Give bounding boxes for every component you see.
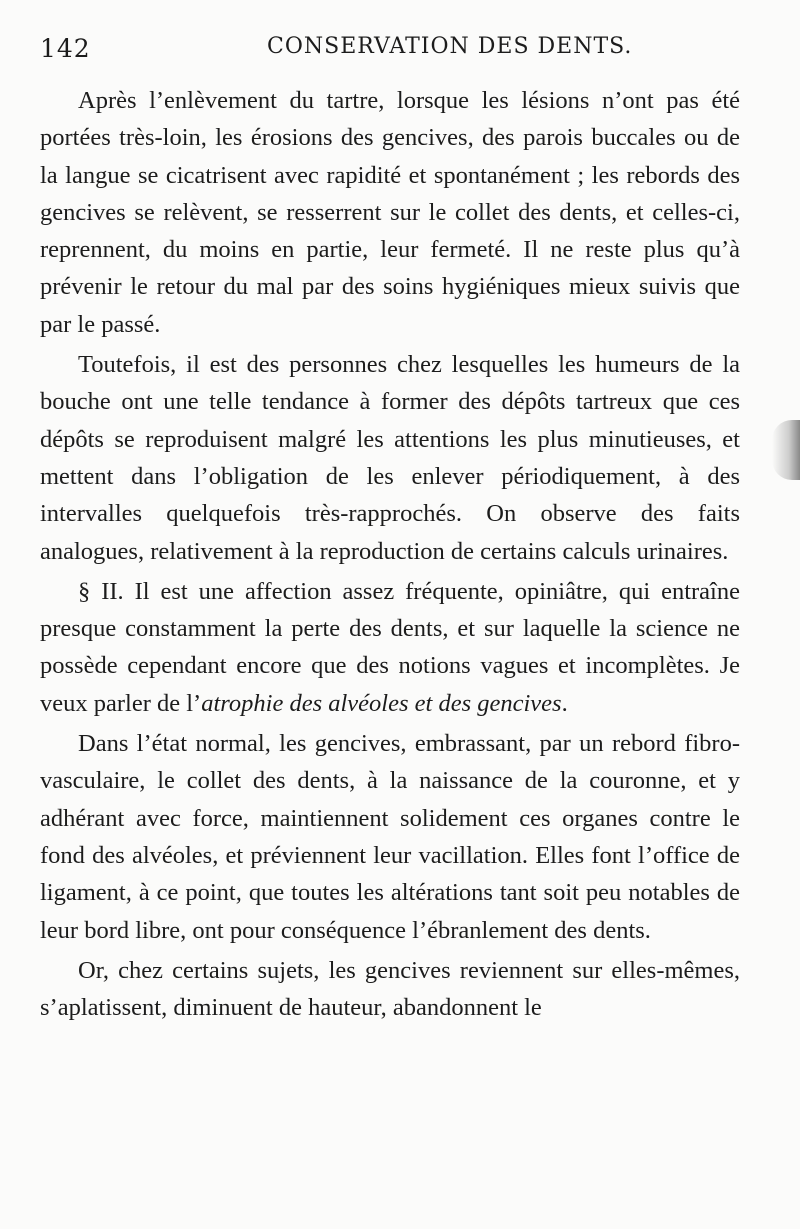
paragraph-normal-state: Dans l’état normal, les gencives, embrassant, par un rebord fibro-vasculaire, le collet des dents, à la naissance de la couronne, et y adhérant avec force, maintiennent solidement ces organes contre le fond des alvéoles, et préviennent leur vacillation. Elles font l’office de ligament, à ce point, que toutes les altérations tant soit peu notables de leur bord libre, ont pour conséquence l’ébranlement des dents. — [40, 730, 740, 944]
running-title: CONSERVATION DES DENTS. — [267, 34, 633, 59]
body-text — [40, 82, 740, 1029]
section-label: § II. — [78, 577, 124, 605]
section-text: Il est une affection assez fréquente, opiniâtre, qui entraîne presque constamment la perte des dents, et sur laquelle la science ne possède cependant encore que des notions vagues et incomplètes. Je veux parler de l’ — [40, 577, 740, 717]
section-emphasis: atrophie des alvéoles et des gencives — [201, 689, 562, 717]
paragraph-tartar-removal: Après l’enlèvement du tartre, lorsque les lésions n’ont pas été portées très-loin, les érosions des gencives, des parois buccales ou de la langue se cicatrisent avec rapidité et spontanément ; les rebords des gencives se relèvent, se resserrent sur le collet des dents, et celles-ci, reprennent, du moins en partie, leur fermeté. Il ne reste plus qu’à prévenir le retour du mal par des soins hygiéniques mieux suivis que par le passé. — [40, 87, 740, 338]
page-edge-shadow — [772, 420, 800, 480]
paragraph-certain-subjects: Or, chez certains sujets, les gencives reviennent sur elles-mêmes, s’aplatissent, diminuent de hauteur, abandonnent le — [40, 956, 740, 1022]
section-tail: . — [561, 689, 568, 717]
paragraph-tartar-recurrence: Toutefois, il est des personnes chez lesquelles les humeurs de la bouche ont une telle tendance à former des dépôts tartreux que ces dépôts se reproduisent malgré les attentions les plus minutieuses, et mettent dans l’obligation de les enlever périodiquement, à des intervalles quelquefois très-rapprochés. On observe des faits analogues, relativement à la reproduction de certains calculs urinaires. — [40, 351, 740, 565]
page-header — [40, 34, 760, 74]
paragraph-section-ii — [40, 573, 740, 722]
page-number: 142 — [40, 34, 91, 63]
